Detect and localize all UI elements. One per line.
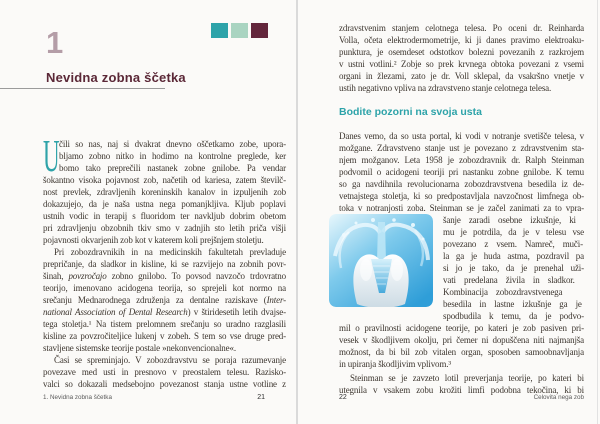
text-line: pri zdravljenju obzobnih tkiv smo v zadnjih sto letih priča višji (43, 223, 286, 233)
footer-page-number-left: 21 (257, 394, 265, 401)
text-line: ustih negativno vpliva na zdravstveno stanje celotnega telesa. (339, 83, 552, 93)
text-line: teorijo, imenovano acidogena teorija, so sprejeli kot normo na (43, 283, 286, 293)
left-page-footer (43, 394, 265, 401)
text-line: spodbudila k temu, da je podvo- (443, 311, 584, 321)
text-line: šokantno visoka pojavnost zob, načetih od kariesa, zatem številč- (43, 175, 286, 185)
page-gutter-divider (296, 0, 298, 424)
text-line: Pri zobozdravnikih in na medicinskih fakultetah prevladuje (54, 247, 286, 257)
text-line: tega stoletja.¹ Na tistem prelomnem srečanju so uradno razglasili (43, 319, 286, 329)
text-line: povezave med usti in presnovo v preostalem telesu. Razisko- (43, 367, 286, 377)
text-line: čili so nas, naj si dvakrat dnevno oščetkamo zobe, upora- (59, 139, 286, 149)
text-line: in upiranja škodljivim vplivom.³ (339, 359, 451, 369)
text-line: možnost, da bi bil zob vitalen organ, sposoben samoobnavljanja (339, 347, 584, 357)
text-line: utegnila v vsakem zobu krožiti limfi podobna tekočina, ki bi (339, 385, 584, 395)
text-line: valci so dokazali medsebojno povezanost stanja ustne votline z (43, 379, 286, 389)
text-line: prepričanje, da sladkor in kisline, ki se razvijejo na zobnih povr- (43, 259, 286, 269)
text-line: dokazujejo, da je naša ustna nega pomanjkljiva. Kljub poplavi (43, 199, 286, 209)
text-line: mil o pravilnosti acidogene teorije, po kateri je zob pasiven pri- (339, 323, 584, 333)
left-page-body (43, 130, 286, 390)
text-line: Volla, očeta elektrodermometrije, ki ji danes pravimo elektroaku- (339, 35, 584, 45)
paragraph (43, 130, 286, 246)
footer-book-title: Celovita nega zob (533, 394, 584, 401)
text-line: besedila in lastne izkušnje ga je (443, 299, 582, 309)
paragraph (339, 22, 584, 94)
text-line: stavljene sistemske teorije postale »nekonvencionalne«. (43, 343, 236, 353)
chapter-color-squares (211, 23, 268, 38)
text-line: Časi se spreminjajo. V zobozdravstvu se poraja razumevanje (54, 355, 286, 365)
text-line: toka v notranjosti zoba. Steinman se je začel zanimati za to vpra- (339, 203, 584, 213)
section-heading: Bodite pozorni na svoja usta (339, 106, 482, 118)
text-line: si jo je tako, da je prenehal uži- (443, 263, 584, 273)
tooth-water-image (329, 214, 433, 307)
right-page-section-text (339, 130, 584, 396)
text-line: možgane. Zdravstveno stanje ust je povezano z zdravstvenim sta- (339, 143, 584, 153)
text-line: vesek v škodljivem okolju, pri čemer ni dopuščena niti najmanjša (339, 335, 584, 345)
text-line: zdravstvenim stanjem celotnega telesa. Po oceni dr. Reinharda (339, 23, 584, 33)
text-line: šinah, povzročajo zobno gnilobo. To povsod navzočo trdovratno (43, 271, 286, 281)
title-rule (0, 88, 165, 89)
text-line: vati predelana živila in sladkor. (443, 275, 575, 285)
paragraph (339, 372, 584, 396)
text-line: šanje zaradi osebne izkušnje, ki (443, 215, 576, 225)
text-line: bljamo zobno nitko in hodimo na kontrolne preglede, ker (59, 151, 286, 161)
text-line: la ga je huda astma, pozdravil pa (443, 251, 584, 261)
footer-chapter-label: 1. Nevidna zobna ščetka (43, 394, 112, 401)
text-line: povezano z vsem. Namreč, muči- (443, 239, 583, 249)
text-line: ustnih vodic in terapij s fluoridom ter navkljub dobrim obetom (43, 211, 286, 221)
text-line: punktura, je osemdeset odstotkov bolezni povezanih z razkrojem (339, 47, 584, 57)
text-line: organi in žlezami, zato je dr. Voll sklepal, da vsakršno vnetje v (339, 71, 584, 81)
text-line: kisline za povzročiteljice lukenj v zobeh. S tem so vse druge pred- (43, 331, 286, 341)
text-line: njem možganov. Leta 1958 je zobozdravnik dr. Ralph Steinman (339, 155, 584, 165)
text-line: vetnajstega stoletja, ki so predpostavljala navzočnost limfnega ob- (339, 191, 584, 201)
text-line: v ustni votlini.² Zobje so prek krvnega obtoka povezani z vsemi (339, 59, 584, 69)
text-line: Steinman se je zavzeto lotil preverjanja teorije, po kateri bi (350, 373, 584, 383)
right-page-footer (339, 394, 584, 401)
deco-square-mint (231, 23, 248, 38)
text-line: Danes vemo, da so usta portal, ki vodi v notranje svetišče telesa, v (339, 131, 584, 141)
paragraph (43, 354, 286, 390)
deco-square-maroon (251, 23, 268, 38)
text-line: srečanju Mednarodnega združenja za dentalne raziskave (Inter- (43, 295, 286, 305)
paragraph (43, 246, 286, 354)
text-line: Kombinacija zobozdravstvenega (443, 287, 563, 297)
text-line: mu je potrdila, da je v telesu vse (443, 227, 584, 237)
text-line: nost prevlek, zdravljenih koreninskih kanalov in izpuljenih zob (43, 187, 286, 197)
text-line: so ga navdihnila revolucionarna zobozdravstvena besedila iz de- (339, 179, 584, 189)
deco-square-teal (211, 23, 228, 38)
footer-page-number-right: 22 (339, 394, 347, 401)
text-line: national Association of Dental Research) v štiridesetih letih dvajse- (43, 307, 286, 317)
text-line: podvomil o acidogeni teoriji pri nastanku zobne gnilobe. K temu (339, 167, 584, 177)
text-line: bomo tako preprečili nastanek zobne gnilobe. Pa vendar (59, 163, 286, 173)
text-line: pojavnosti okvarjenih zob kot v katerem koli prejšnjem stoletju. (43, 235, 264, 245)
chapter-number: 1 (46, 25, 64, 60)
right-page-top-text (339, 22, 584, 94)
chapter-title: Nevidna zobna ščetka (46, 70, 186, 85)
page-edge-shadow (597, 0, 598, 424)
drop-cap: U (43, 130, 60, 181)
